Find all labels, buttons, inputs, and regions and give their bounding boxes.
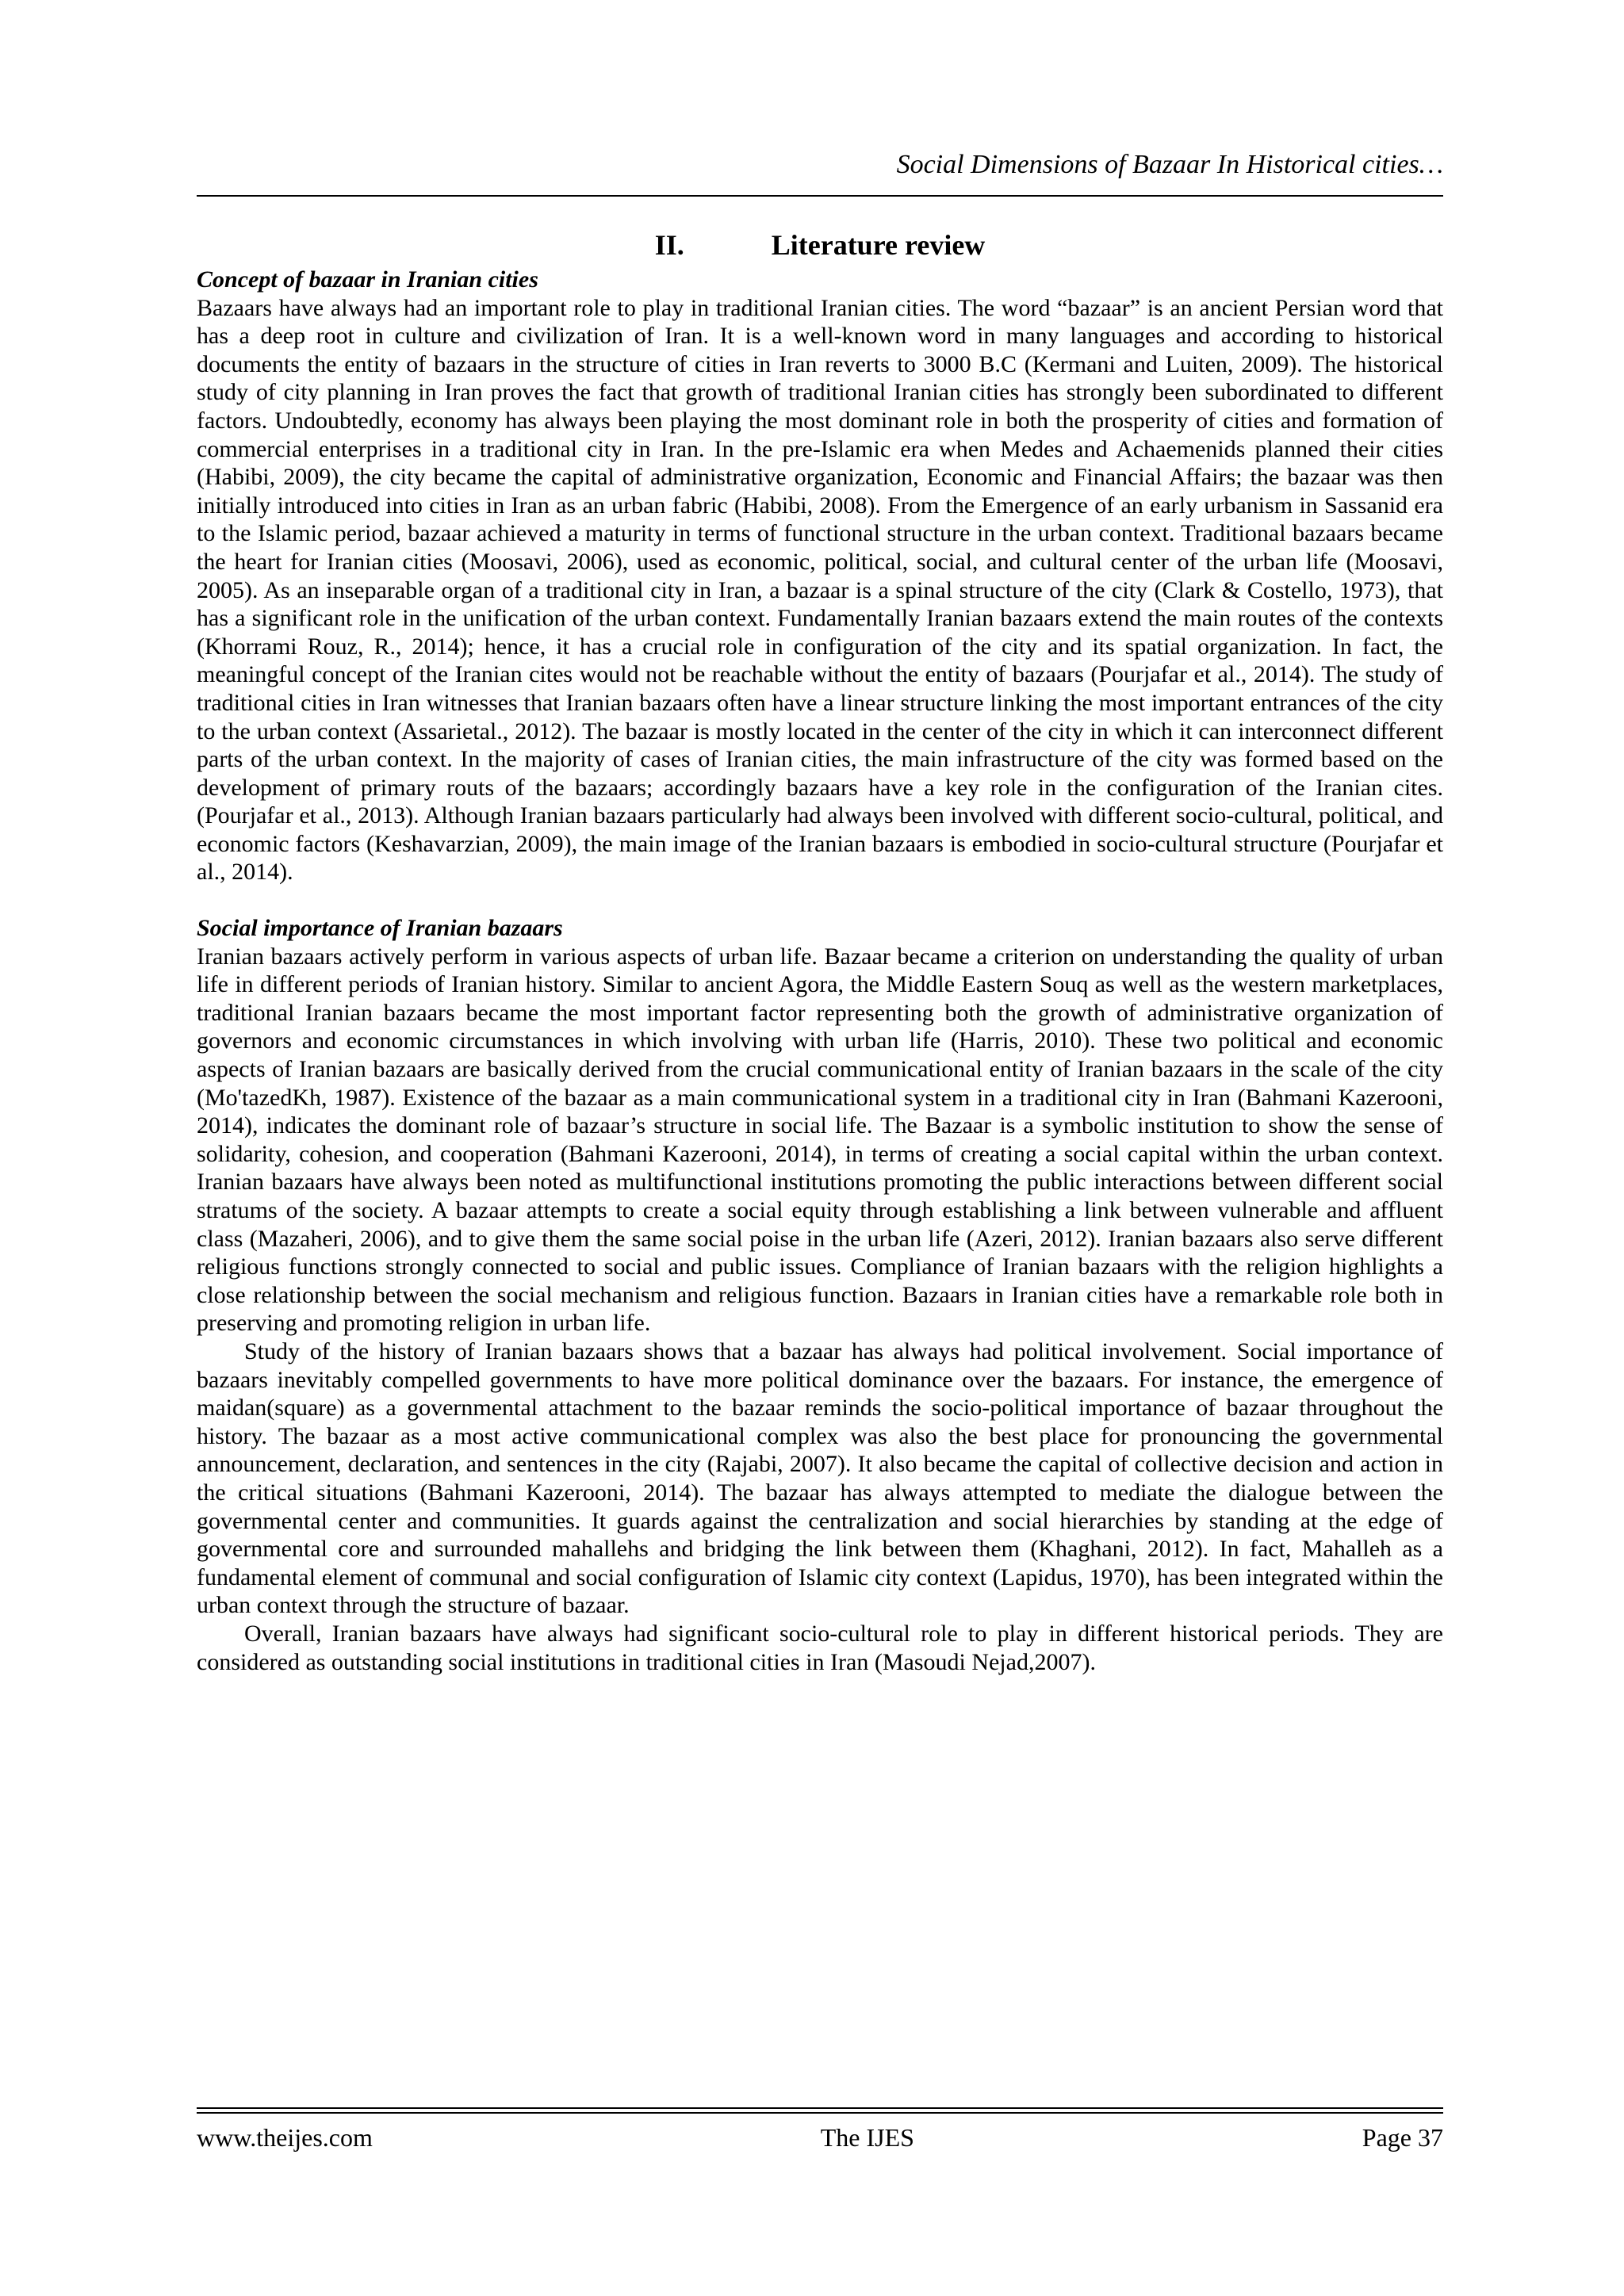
subsection-heading-concept: Concept of bazaar in Iranian cities — [197, 266, 538, 293]
section-title: Literature review — [771, 229, 986, 261]
running-header — [197, 149, 1443, 197]
paragraph-social-2: Study of the history of Iranian bazaars shows that a bazaar has always had political involvement. Social importance of bazaars inevitably compelled governments to have more political dominance over the bazaars. For instance, the emergence of maidan(square) as a governmental attachment to the bazaar reminds the socio-political importance of bazaar throughout the history. The bazaar as a most active communicational complex was also the best place for pronouncing the governmental announcement, declaration, and sentences in the city (Rajabi, 2007). It also became the capital of collective decision and action in the critical situations (Bahmani Kazerooni, 2014). The bazaar has always attempted to mediate the dialogue between the governmental center and communities. It guards against the centralization and social hierarchies by standing at the edge of governmental core and surrounded mahallehs and bridging the link between them (Khaghani, 2012). In fact, Mahalleh as a fundamental element of communal and social configuration of Islamic city context (Lapidus, 1970), has been integrated within the urban context through the structure of bazaar. — [197, 1337, 1443, 1619]
paragraph-concept: Bazaars have always had an important role to play in traditional Iranian cities. The word “bazaar” is an ancient Persian word that has a deep root in culture and civilization of Iran. It is a well-known word in many languages and according to historical documents the entity of bazaars in the structure of cities in Iran reverts to 3000 B.C (Kermani and Luiten, 2009). The historical study of city planning in Iran proves the fact that growth of traditional Iranian cities has strongly been subordinated to different factors. Undoubtedly, economy has always been playing the most dominant role in both the prosperity of cities and formation of commercial enterprises in a traditional city in Iran. In the pre-Islamic era when Medes and Achaemenids planned their cities (Habibi, 2009), the city became the capital of administrative organization, Economic and Financial Affairs; the bazaar was then initially introduced into cities in Iran as an urban fabric (Habibi, 2008). From the Emergence of an early urbanism in Sassanid era to the Islamic period, bazaar achieved a maturity in terms of functional structure in the urban context. Traditional bazaars became the heart for Iranian cities (Moosavi, 2006), used as economic, political, social, and cultural center of the urban life (Moosavi, 2005). As an inseparable organ of a traditional city in Iran, a bazaar is a spinal structure of the city (Clark & Costello, 1973), that has a significant role in the unification of the urban context. Fundamentally Iranian bazaars extend the main routes of the contexts (Khorrami Rouz, R., 2014); hence, it has a crucial role in configuration of the city and its spatial organization. In fact, the meaningful concept of the Iranian cites would not be reachable without the entity of bazaars (Pourjafar et al., 2014). The study of traditional cities in Iran witnesses that Iranian bazaars often have a linear structure linking the most important entrances of the city to the urban context (Assarietal., 2012). The bazaar is mostly located in the center of the city in which it can interconnect different parts of the urban context. In the majority of cases of Iranian cities, the main infrastructure of the city was formed based on the development of primary routs of the bazaars; accordingly bazaars have a key role in the configuration of the Iranian cites. (Pourjafar et al., 2013). Although Iranian bazaars particularly had always been involved with different socio-cultural, political, and economic factors (Keshavarzian, 2009), the main image of the Iranian bazaars is embodied in socio-cultural structure (Pourjafar et al., 2014). — [197, 294, 1443, 886]
section-number: II. — [654, 229, 684, 261]
paragraph-social-1: Iranian bazaars actively perform in various aspects of urban life. Bazaar became a criterion on understanding the quality of urban life in different periods of Iranian history. Similar to ancient Agora, the Middle Eastern Souq as well as the western marketplaces, traditional Iranian bazaars became the most important factor representing both the growth of administrative organization of governors and economic circumstances in which involving with urban life (Harris, 2010). These two political and economic aspects of Iranian bazaars are basically derived from the crucial communicational entity of Iranian bazaars in the scale of the city (Mo'tazedKh, 1987). Existence of the bazaar as a main communicational system in a traditional city in Iran (Bahmani Kazerooni, 2014), indicates the dominant role of bazaar’s structure in social life. The Bazaar is a symbolic institution to show the sense of solidarity, cohesion, and cooperation (Bahmani Kazerooni, 2014), in terms of creating a social capital within the urban context. Iranian bazaars have always been noted as multifunctional institutions promoting the public interactions between different social stratums of the society. A bazaar attempts to create a social equity through establishing a link between vulnerable and affluent class (Mazaheri, 2006), and to give them the same social poise in the urban life (Azeri, 2012). Iranian bazaars also serve different religious functions strongly connected to social and public issues. Compliance of Iranian bazaars with the religion highlights a close relationship between the social mechanism and religious function. Bazaars in Iranian cities have a remarkable role both in preserving and promoting religion in urban life. — [197, 943, 1443, 1337]
article-body — [197, 226, 1443, 1676]
footer-journal: The IJES — [820, 2123, 914, 2152]
footer-rule-secondary — [197, 2112, 1443, 2114]
running-title: Social Dimensions of Bazaar In Historical cities… — [896, 150, 1443, 179]
footer-website: www.theijes.com — [197, 2123, 373, 2152]
footer-page-number: Page 37 — [1362, 2123, 1443, 2152]
page-footer — [197, 2122, 1443, 2153]
footer-rule — [197, 2107, 1443, 2109]
paragraph-social-3: Overall, Iranian bazaars have always had significant socio-cultural role to play in different historical periods. They are considered as outstanding social institutions in traditional cities in Iran (Masoudi Nejad,2007). — [197, 1620, 1443, 1675]
section-heading — [197, 226, 1443, 264]
paragraph-gap — [197, 886, 1443, 914]
subsection-heading-social: Social importance of Iranian bazaars — [197, 915, 563, 942]
